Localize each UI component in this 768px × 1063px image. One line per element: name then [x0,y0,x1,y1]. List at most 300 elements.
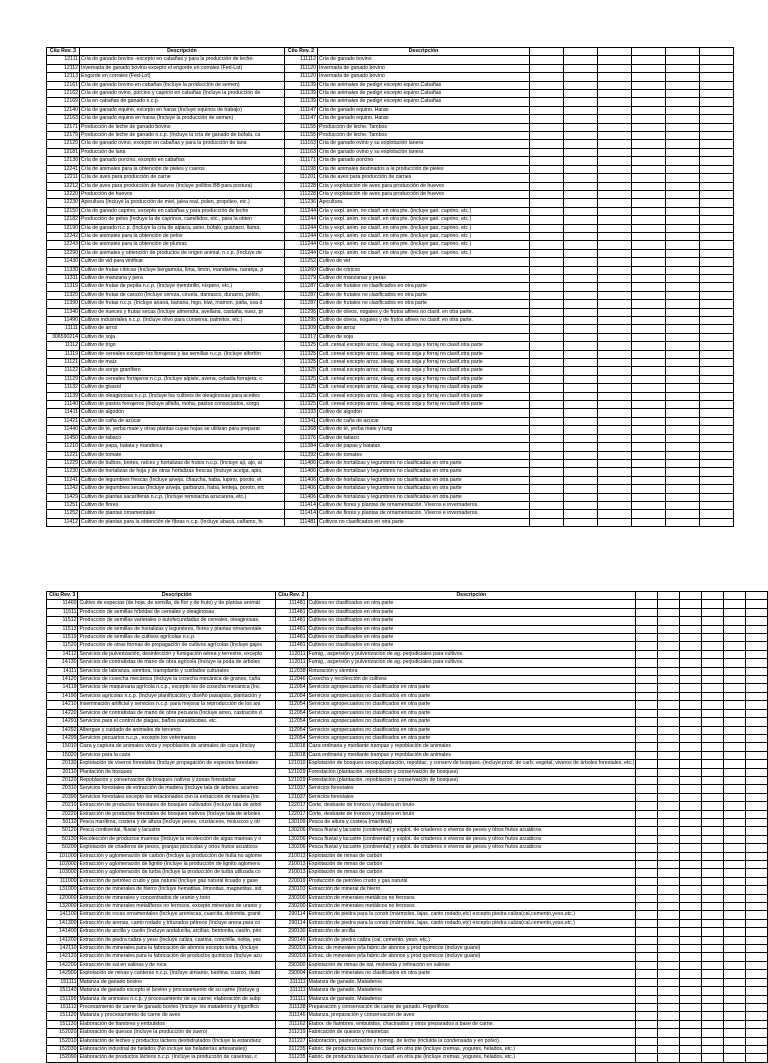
empty-cell [530,190,564,198]
empty-cell [666,459,700,467]
empty-cell [700,300,734,308]
table-row [47,625,768,633]
empty-cell [680,945,702,953]
empty-cell [745,961,767,969]
ciiu-rev3-code: 11511 [47,608,78,616]
ciiu-rev3-code: 12190 [47,224,80,232]
empty-cell [564,81,598,89]
ciiu-rev2-code: 290203 [276,953,307,961]
ciiu-rev2-code: 311227 [276,1037,307,1045]
empty-cell [745,928,767,936]
ciiu-rev2-description: Servicios forestales [307,785,636,793]
empty-cell [632,249,666,257]
empty-cell [632,182,666,190]
table-row [47,835,768,843]
empty-cell [598,140,632,148]
ciiu-rev2-code: 111341 [285,417,318,425]
empty-cell [745,1029,767,1037]
ciiu-rev3-code: 11139 [47,392,80,400]
table-body-page-1 [47,56,734,527]
ciiu-rev2-code: 111147 [285,115,318,123]
empty-cell [636,1029,658,1037]
empty-cell [700,98,734,106]
table-row [47,81,734,89]
empty-cell [658,634,680,642]
table-row [47,115,734,123]
ciiu-rev2-description: Cría de animales destinados a la producción de pieles [318,165,530,173]
ciiu-rev3-code: 14120 [47,676,78,684]
empty-cell [658,1045,680,1053]
empty-cell [598,384,632,392]
table-row [47,98,734,106]
empty-cell [745,751,767,759]
ciiu-rev2-description: Cultivo de algodón [318,409,530,417]
ciiu-rev2-code: 290203 [276,945,307,953]
empty-cell [632,199,666,207]
empty-cell [564,401,598,409]
empty-cell [745,810,767,818]
ciiu-rev3-code: 142110 [47,945,78,953]
ciiu-rev3-description: Extracción de minerales para la fabricación de abonos excepto turba. (Incluye [78,945,276,953]
spreadsheet-page-2 [46,591,768,1063]
empty-cell [680,718,702,726]
ciiu-rev3-code: 11430 [47,258,80,266]
empty-cell [530,123,564,131]
empty-cell [700,401,734,409]
ciiu-rev3-code: 12212 [47,182,80,190]
empty-cell [680,650,702,658]
empty-cell [564,106,598,114]
table-row [47,493,734,501]
empty-cell [564,459,598,467]
ciiu-rev3-description: Extracción de productos forestales de bosques nativos (Incluye tala de árboles [78,810,276,818]
empty-cell [666,174,700,182]
table-row [47,174,734,182]
ciiu-rev3-code: 12113 [47,73,80,81]
ciiu-rev3-description: Servicios forestales excepto los relacionados con la extracción de madera (Inc [78,793,276,801]
empty-cell [658,1020,680,1028]
ciiu-rev3-description: Cría de aves para producción de huevos (Incluye pollitos BB para postura) [80,182,285,190]
empty-cell [702,1012,724,1020]
empty-cell [658,709,680,717]
ciiu-rev3-description: Cultivo de té, yerba mate y otras plantas cuyas hojas se utilizan para preparar [80,426,285,434]
header-descripcion-rev2: Descripción [318,48,530,56]
empty-cell [724,751,746,759]
empty-cell [530,375,564,383]
empty-cell [658,869,680,877]
ciiu-rev3-code: 11330 [47,266,80,274]
empty-cell [636,827,658,835]
empty-cell [700,81,734,89]
empty-cell [700,384,734,392]
empty-cell [702,810,724,818]
table-row [47,501,734,509]
ciiu-rev3-code: 152020 [47,1029,78,1037]
ciiu-rev3-code: 151140 [47,987,78,995]
empty-cell [530,174,564,182]
ciiu-rev3-description: Extracción y aglomeración de carbón (Incluye la producción de hulla no aglome [78,852,276,860]
empty-cell [632,165,666,173]
empty-cell [680,919,702,927]
ciiu-rev3-code: 152090 [47,1054,78,1062]
empty-cell [724,692,746,700]
empty-cell [530,501,564,509]
empty-cell [636,802,658,810]
empty-cell [564,409,598,417]
table-row [47,726,768,734]
empty-cell [636,835,658,843]
empty-cell [702,802,724,810]
ciiu-rev2-description: Cultivo de hortalizas y legumbres no clasificadas en otra parte [318,485,530,493]
ciiu-rev2-code: 111333 [285,409,318,417]
empty-cell [636,785,658,793]
ciiu-rev2-code: 111120 [285,73,318,81]
empty-cell [564,98,598,106]
ciiu-rev3-description: Producción de semillas híbridas de cereales y oleaginosas [78,608,276,616]
ciiu-rev3-description: Cultivo de frutas cítricas (Incluye bergamota, lima, limón, mandarina, naranja, p [80,266,285,274]
empty-cell [702,642,724,650]
ciiu-rev2-description: Explotación de bosques excep.plantación, repoblac. y conserv.de bosques.-(incluye prod. de carb. vegetal, viveros de árboles forestales, etc.) [308,760,635,767]
ciiu-rev3-code: 12230 [47,199,80,207]
ciiu-rev2-description: Explotación de minas de carbón [307,869,636,877]
empty-cell [666,384,700,392]
empty-cell [680,835,702,843]
table-row [47,634,768,642]
ciiu-rev3-code: 11121 [47,359,80,367]
ciiu-rev2-description: Cultivo de flores y plantas de ornamentación. Viveros e invernaderos. [318,501,530,509]
ciiu-rev3-code: 12120 [47,140,80,148]
ciiu-rev2-description: Caza ordinaria y mediante trampas y repoblación de animales [307,743,636,751]
empty-cell [530,493,564,501]
header-descripcion-rev3: Descripción [78,592,276,600]
ciiu-rev3-description: Cría de animales para la obtención de plumas [80,241,285,249]
empty-cell [530,342,564,350]
ciiu-rev3-description: Cultivo de plantas para la obtención de fibras n.c.p. (Incluye abacá, cañamo, fo [80,518,285,526]
empty-cell [632,157,666,165]
empty-cell [658,945,680,953]
empty-cell [702,903,724,911]
empty-cell [530,266,564,274]
table-row [47,684,768,692]
ciiu-rev3-code: 11320 [47,291,80,299]
ciiu-rev2-code: 112046 [276,676,307,684]
empty-cell [745,945,767,953]
ciiu-rev3-description: Recolección de productos marinos (Incluye la recolección de algas marinas y o [78,835,276,843]
empty-cell [700,434,734,442]
empty-cell [598,392,632,400]
empty-cell [564,417,598,425]
ciiu-rev2-code: 290130 [276,928,307,936]
ciiu-rev3-description: Cultivo de pastos forrajeros (Incluye alfalfa, moha, pastos consociados, sorgo [80,401,285,409]
empty-cell [745,818,767,826]
header-empty [700,48,734,56]
empty-cell [632,241,666,249]
empty-cell [636,701,658,709]
empty-cell [680,903,702,911]
ciiu-rev2-description: Matanza de ganado. Mataderos [307,978,636,986]
ciiu-rev2-description: Cultivo de arroz [318,325,530,333]
empty-cell [702,995,724,1003]
empty-cell [564,90,598,98]
empty-cell [636,877,658,885]
empty-cell [702,818,724,826]
empty-cell [700,132,734,140]
empty-cell [724,776,746,784]
ciiu-rev2-code: 111325 [285,375,318,383]
table-row [47,667,768,675]
ciiu-rev3-description: Elaboración de productos lácteos n.c.p. (Incluye la producción de caseínas, c [78,1054,276,1062]
empty-cell [632,64,666,72]
empty-cell [702,659,724,667]
empty-cell [666,115,700,123]
ciiu-rev2-description: Corte, desbaste de troncos y madera en bruto [307,810,636,818]
ciiu-rev2-description: Servicios agropecuarios no clasificados en otra parte [307,718,636,726]
empty-cell [564,476,598,484]
ciiu-rev3-description: Cultivo de especias (de hoja, de semilla, de flor y de fruto) y de plantas aromát [78,600,276,608]
ciiu-rev2-description: Cultivo de té, yerba mate y tung [318,426,530,434]
ciiu-rev2-description: Cría y explotación de aves para producción de huevos [318,190,530,198]
table-row [47,426,734,434]
empty-cell [702,676,724,684]
ciiu-rev2-code: 113018 [276,751,307,759]
ciiu-rev3-description: Cultivo de arroz [80,325,285,333]
ciiu-rev2-description: Matanza, preparación y conservación de aves [307,1012,636,1020]
empty-cell [530,73,564,81]
empty-cell [702,1045,724,1053]
empty-cell [745,827,767,835]
ciiu-rev3-description: Servicios para la caza [78,751,276,759]
empty-cell [636,919,658,927]
ciiu-rev2-description: Apicultura [318,199,530,207]
ciiu-rev3-description: Cría de animales y obtención de productos de origen animal, n.c.p. (Incluye de [80,249,285,257]
empty-cell [680,827,702,835]
empty-cell [564,384,598,392]
ciiu-rev3-code: 11311 [47,274,80,282]
empty-cell [745,1037,767,1045]
empty-cell [702,1037,724,1045]
ciiu-rev3-description: Servicios agrícolas n.c.p. (Incluye planificación y diseño paisajista, plantación y [78,692,276,700]
empty-cell [680,1020,702,1028]
ciiu-rev3-description: Cultivo de flores [80,501,285,509]
ciiu-rev3-code: 12112 [47,64,80,72]
empty-cell [700,510,734,518]
empty-cell [724,659,746,667]
empty-cell [564,350,598,358]
empty-cell [564,199,598,207]
empty-cell [658,776,680,784]
ciiu-rev2-code: 311111 [276,978,307,986]
empty-cell [530,443,564,451]
empty-cell [598,132,632,140]
empty-cell [636,844,658,852]
ciiu-rev2-code: 311111 [276,995,307,1003]
ciiu-rev3-description: Servicios pecuarios n.c.p., excepto los veterinarios [78,734,276,742]
empty-cell [745,718,767,726]
empty-cell [598,300,632,308]
empty-cell [564,241,598,249]
ciiu-rev2-code: 311162 [276,1020,307,1028]
ciiu-rev3-description: Procesamiento de carne de ganado bovino (Incluye los mataderos y frigorífico [78,1003,276,1011]
ciiu-rev2-description: Cultivo de frutales no clasificados en otra parte [318,283,530,291]
ciiu-rev3-code: 11421 [47,417,80,425]
ciiu-rev3-code: 12243 [47,241,80,249]
empty-cell [745,936,767,944]
ciiu-rev3-code: 132000 [47,903,78,911]
ciiu-rev2-description: Cría de ganado ovino y su explotación lanera [318,148,530,156]
empty-cell [598,182,632,190]
empty-cell [680,1037,702,1045]
ciiu-rev3-code: 11241 [47,476,80,484]
ciiu-rev2-code: 111155 [285,132,318,140]
table-row [47,375,734,383]
ciiu-rev3-description: Cría de aves para producción de carne [80,174,285,182]
empty-cell [598,64,632,72]
empty-cell [632,384,666,392]
ciiu-rev3-code: 14111 [47,667,78,675]
ciiu-rev2-code: 111414 [285,510,318,518]
ciiu-rev2-code: 111236 [285,199,318,207]
empty-cell [658,718,680,726]
ciiu-rev3-code: 12171 [47,123,80,131]
ciiu-rev3-code: 142200 [47,961,78,969]
ciiu-rev2-description: Cult. cereal excepto arroz, oleag. excep soja y forraj no clasif.otra parte [318,384,530,392]
ciiu-rev2-code: 111260 [285,266,318,274]
empty-cell [700,443,734,451]
empty-cell [680,818,702,826]
empty-cell [680,861,702,869]
ciiu-rev2-description: Cría y expl. anim. no clasif. en otra pte. (incluye gan. caprino, etc.) [318,232,530,240]
ciiu-rev3-code: 20310 [47,785,78,793]
empty-cell [700,501,734,509]
ciiu-rev3-code: 20120 [47,776,78,784]
empty-cell [598,434,632,442]
ciiu-rev2-description: Cría y expl. anim. no clasif. en otra pte. (incluye gan. caprino, etc.) [318,207,530,215]
empty-cell [680,1045,702,1053]
empty-cell [632,81,666,89]
empty-cell [598,409,632,417]
table-row [47,90,734,98]
ciiu-rev3-description: Cría de animales para la obtención de pieles y cueros [80,165,285,173]
empty-cell [530,359,564,367]
empty-cell [632,56,666,64]
empty-cell [632,426,666,434]
empty-cell [724,886,746,894]
empty-cell [700,148,734,156]
ciiu-rev3-code: 151111 [47,978,78,986]
ciiu-rev2-description: Cultivo de flores y plantas de ornamentación. Viveros e invernaderos. [318,510,530,518]
empty-cell [530,224,564,232]
ciiu-rev3-description: Producción de semillas de hortalizas y legumbres, flores y plantas ornamentale [78,625,276,633]
empty-cell [530,468,564,476]
empty-cell [658,802,680,810]
empty-cell [724,835,746,843]
empty-cell [632,476,666,484]
ciiu-rev2-code: 111317 [285,333,318,341]
empty-cell [680,928,702,936]
ciiu-rev3-code: 11519 [47,634,78,642]
ciiu-rev3-code: 15010 [47,743,78,751]
empty-cell [745,650,767,658]
empty-cell [658,768,680,776]
empty-cell [636,1037,658,1045]
ciiu-rev2-description: Extracción de minerales metálicos no ferrosos [307,903,636,911]
ciiu-rev2-code: 130206 [276,835,307,843]
empty-cell [564,56,598,64]
table-row [47,709,768,717]
empty-cell [530,98,564,106]
ciiu-rev2-code: 112054 [276,701,307,709]
empty-cell [724,818,746,826]
empty-cell [564,392,598,400]
empty-cell [700,73,734,81]
empty-cell [666,190,700,198]
table-row [47,886,768,894]
ciiu-rev3-description: Cultivo de trigo [80,342,285,350]
empty-cell [598,56,632,64]
empty-cell [680,634,702,642]
empty-cell [680,743,702,751]
ciiu-rev2-description: Cultivo de frutales no clasificados en otra parte [318,300,530,308]
table-row [47,468,734,476]
empty-cell [724,961,746,969]
ciiu-rev2-description: Cultivo de caña de azúcar [318,417,530,425]
empty-cell [658,617,680,625]
ciiu-rev3-description: Cultivo de hortalizas de hoja y de otras hortalizas frescas (Incluye acelga, apio, [80,468,285,476]
header-row [47,592,768,600]
empty-cell [658,692,680,700]
ciiu-rev2-description: Servicios agropecuarios no clasificados en otra parte [307,734,636,742]
ciiu-rev3-description: Cultivo de frutas de pepita n.c.p. (Incluye membrillo, níspero, etc.) [80,283,285,291]
ciiu-rev2-code: 210013 [276,869,307,877]
empty-cell [632,367,666,375]
empty-cell [745,919,767,927]
table-row [47,148,734,156]
empty-cell [666,392,700,400]
empty-cell [680,894,702,902]
empty-cell [564,510,598,518]
ciiu-rev3-description: Cultivo de cereales forrajeros n.c.p. (Incluye alpiste, avena, cebada forrajera, c [80,375,285,383]
ciiu-rev2-description: Cría de ganado ovino y su explotación lanera [318,140,530,148]
empty-cell [598,359,632,367]
empty-cell [658,894,680,902]
ciiu-rev3-description: Plantación de bosques [78,768,276,776]
ciiu-rev2-code: 111155 [285,123,318,131]
empty-cell [724,1054,746,1062]
empty-cell [666,333,700,341]
empty-cell [666,56,700,64]
ciiu-rev3-code: 102000 [47,861,78,869]
empty-cell [598,174,632,182]
empty-cell [632,443,666,451]
empty-cell [636,642,658,650]
empty-cell [564,157,598,165]
table-row [47,751,768,759]
empty-cell [700,182,734,190]
ciiu-rev2-code: 220019 [276,877,307,885]
empty-cell [658,1029,680,1037]
ciiu-rev3-description: Cría en cabañas de ganado n.c.p. [80,98,285,106]
empty-cell [564,73,598,81]
empty-cell [636,894,658,902]
ciiu-rev2-code: 111244 [285,224,318,232]
empty-cell [680,684,702,692]
empty-cell [564,148,598,156]
ciiu-rev3-code: 152030 [47,1045,78,1053]
ciiu-rev3-code: 11242 [47,485,80,493]
ciiu-rev2-code: 111309 [285,325,318,333]
ciiu-rev3-code: 11252 [47,510,80,518]
empty-cell [680,709,702,717]
